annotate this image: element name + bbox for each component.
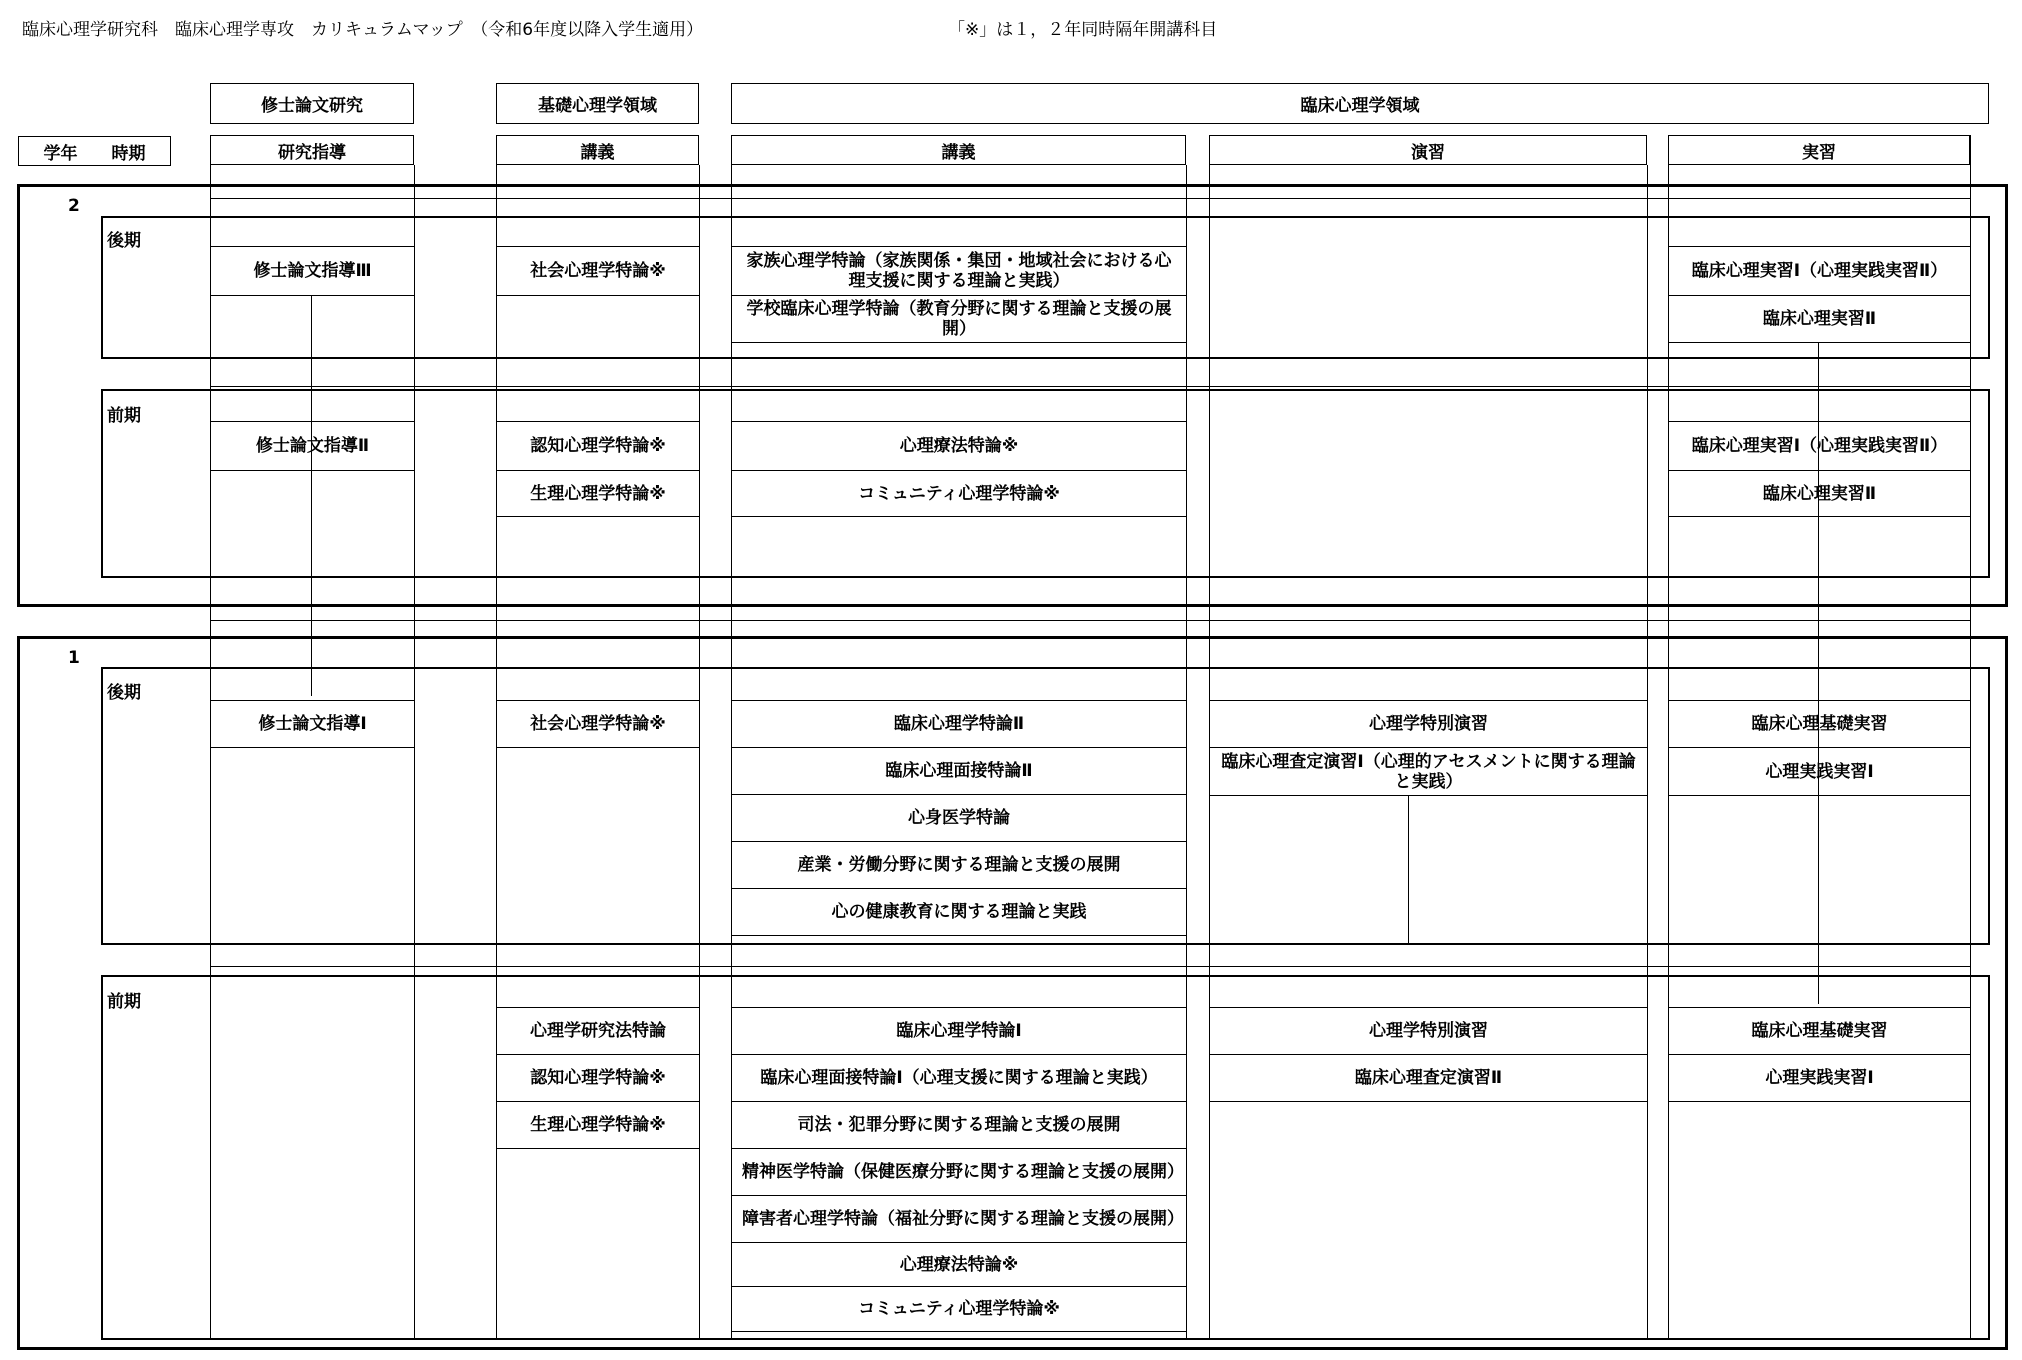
year-label: 1 — [68, 648, 80, 668]
course-cell: 臨床心理実習Ⅱ — [1668, 295, 1971, 343]
course-cell: 臨床心理基礎実習 — [1668, 700, 1971, 748]
course-cell: 臨床心理実習Ⅰ（心理実践実習Ⅱ） — [1668, 421, 1971, 471]
row-line — [210, 386, 1970, 387]
course-cell: 臨床心理実習Ⅰ（心理実践実習Ⅱ） — [1668, 246, 1971, 296]
header-practice: 実習 — [1668, 135, 1970, 165]
row-line — [210, 966, 1970, 967]
course-cell: 心理学特別演習 — [1209, 700, 1648, 748]
course-cell: 認知心理学特論※ — [496, 421, 700, 471]
course-cell: 修士論文指導Ⅱ — [210, 421, 415, 471]
page-title: 臨床心理学研究科 臨床心理学専攻 カリキュラムマップ （令和6年度以降入学生適用） — [22, 20, 704, 40]
course-cell: 臨床心理学特論Ⅱ — [731, 700, 1187, 748]
course-cell: コミュニティ心理学特論※ — [731, 1286, 1187, 1332]
course-cell: 心理療法特論※ — [731, 1242, 1187, 1287]
course-cell: 家族心理学特論（家族関係・集団・地域社会における心理支援に関する理論と実践） — [731, 246, 1187, 296]
header-clinical-lecture: 講義 — [731, 135, 1186, 165]
connector-line — [311, 296, 312, 696]
course-cell: 心理療法特論※ — [731, 421, 1187, 471]
term-label: 後期 — [107, 231, 141, 251]
course-cell: 認知心理学特論※ — [496, 1054, 700, 1102]
header-basic: 基礎心理学領域 — [496, 83, 699, 124]
course-cell: 司法・犯罪分野に関する理論と支援の展開 — [731, 1101, 1187, 1149]
year-label: 2 — [68, 196, 80, 216]
course-cell: 修士論文指導Ⅰ — [210, 700, 415, 748]
course-cell: 心の健康教育に関する理論と実践 — [731, 888, 1187, 936]
course-cell: 臨床心理査定演習Ⅱ — [1209, 1054, 1648, 1102]
course-cell: 心理学特別演習 — [1209, 1007, 1648, 1055]
term-label: 前期 — [107, 406, 141, 426]
course-cell: 心理実践実習Ⅰ — [1668, 1054, 1971, 1102]
course-cell: 産業・労働分野に関する理論と支援の展開 — [731, 841, 1187, 889]
course-cell: 臨床心理査定演習Ⅰ（心理的アセスメントに関する理論と実践） — [1209, 747, 1648, 796]
course-cell: 障害者心理学特論（福祉分野に関する理論と支援の展開） — [731, 1195, 1187, 1243]
course-cell: 修士論文指導Ⅲ — [210, 246, 415, 296]
header-thesis: 修士論文研究 — [210, 83, 414, 124]
row-line — [210, 620, 1970, 621]
course-cell: コミュニティ心理学特論※ — [731, 470, 1187, 517]
course-cell: 臨床心理面接特論Ⅰ（心理支援に関する理論と実践） — [731, 1054, 1187, 1102]
course-cell: 生理心理学特論※ — [496, 470, 700, 517]
course-cell: 臨床心理基礎実習 — [1668, 1007, 1971, 1055]
term-label: 前期 — [107, 992, 141, 1012]
course-cell: 精神医学特論（保健医療分野に関する理論と支援の展開） — [731, 1148, 1187, 1196]
header-seminar: 演習 — [1209, 135, 1647, 165]
course-cell: 心身医学特論 — [731, 794, 1187, 842]
term-label: 後期 — [107, 683, 141, 703]
header-research: 研究指導 — [210, 135, 414, 165]
course-cell: 社会心理学特論※ — [496, 700, 700, 748]
course-cell: 社会心理学特論※ — [496, 246, 700, 296]
course-cell: 生理心理学特論※ — [496, 1101, 700, 1149]
header-basic-lecture: 講義 — [496, 135, 699, 165]
course-cell: 心理学研究法特論 — [496, 1007, 700, 1055]
row-line — [210, 198, 1970, 199]
header-clinical: 臨床心理学領域 — [731, 83, 1989, 124]
header-year-term: 学年 時期 — [18, 136, 171, 166]
course-cell: 臨床心理学特論Ⅰ — [731, 1007, 1187, 1055]
note-text: 「※」は１，２年同時隔年開講科目 — [948, 20, 1218, 40]
course-cell: 学校臨床心理学特論（教育分野に関する理論と支援の展開） — [731, 295, 1187, 343]
course-cell: 臨床心理実習Ⅱ — [1668, 470, 1971, 517]
connector-line — [1408, 795, 1409, 945]
course-cell: 臨床心理面接特論Ⅱ — [731, 747, 1187, 795]
course-cell: 心理実践実習Ⅰ — [1668, 747, 1971, 796]
